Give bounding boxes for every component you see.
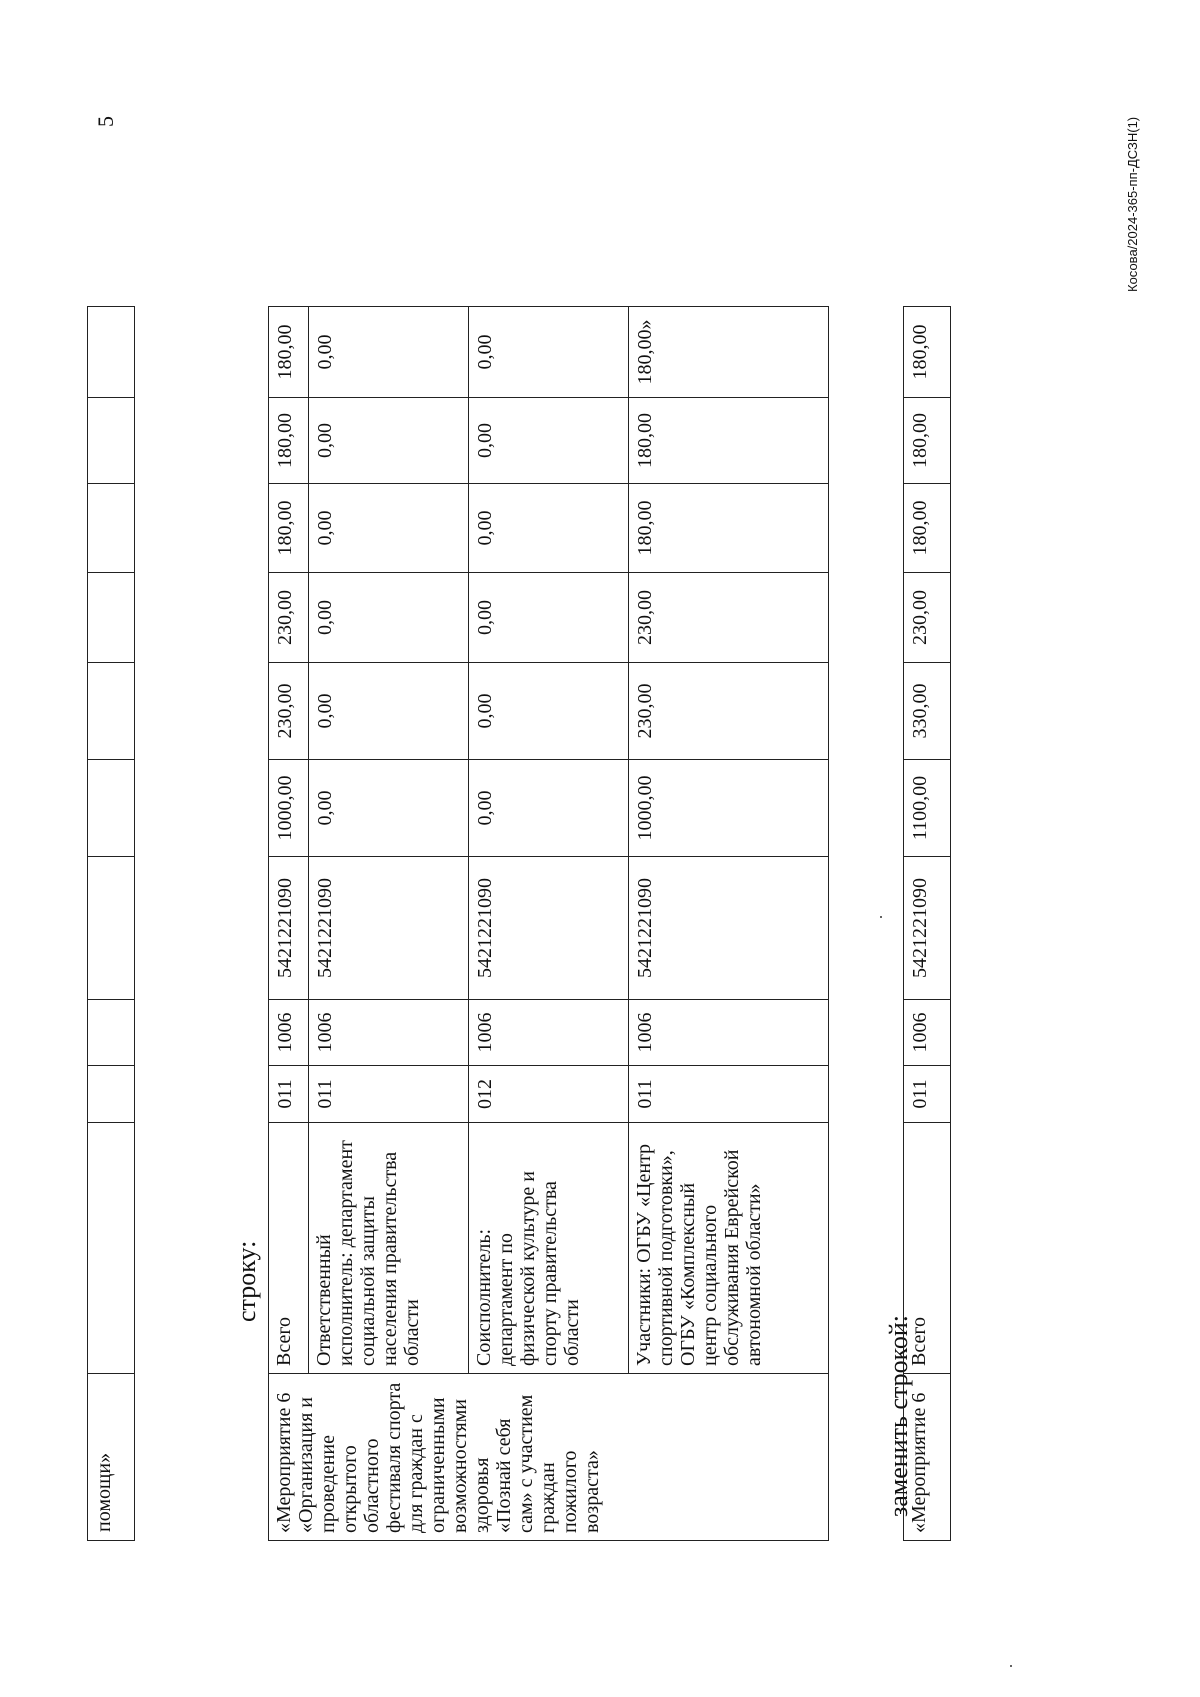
caption-replace-row: строку:	[232, 1240, 261, 1322]
table-cell	[88, 398, 135, 484]
table-cell: 1006	[469, 1000, 629, 1066]
table-row	[88, 290, 135, 1541]
document-code: Косова/2024-365-пп-ДСЗН(1)	[1125, 116, 1140, 292]
table-cell: 1000,00	[269, 760, 309, 857]
row-label: Ответственный исполнитель: департамент социальной защиты населения правительства области	[309, 1123, 469, 1374]
event-name-cell: «Мероприятие 6	[904, 1374, 951, 1541]
table-cell	[88, 307, 135, 398]
table-cell: 1100,00	[904, 760, 951, 857]
scan-speck	[1010, 1665, 1012, 1667]
table-cell: 011	[309, 1066, 469, 1123]
table-cell: 180,00	[904, 484, 951, 573]
event-6-table-old	[268, 306, 829, 1541]
table-cell: 0,00	[469, 760, 629, 857]
table-cell	[88, 1066, 135, 1123]
table-cell: 0,00	[469, 307, 629, 398]
table-row	[269, 307, 309, 1541]
event-name-cell: «Мероприятие 6 «Организация и проведение открытого областного фестиваля спорта для граждан с ограниченными возможностями здоровья «Познай себя сам» с участием граждан пожилого возраста»	[269, 1374, 829, 1541]
table-cell: 230,00	[904, 573, 951, 663]
table-cell: 230,00	[629, 573, 829, 663]
table-cell: 0,00	[309, 307, 469, 398]
table-cell: 011	[904, 1066, 951, 1123]
table-cell: 0,00	[469, 573, 629, 663]
table-cell: 0,00	[469, 663, 629, 760]
table-row	[469, 307, 629, 1541]
table-cell: 180,00	[269, 307, 309, 398]
table-row	[904, 307, 951, 1541]
table-cell: 5421221090	[469, 857, 629, 1000]
table-cell: 0,00	[309, 573, 469, 663]
row-label: Всего	[269, 1123, 309, 1374]
table-cell: 0,00	[309, 760, 469, 857]
page-number: 5	[93, 116, 118, 127]
table-cell: 180,00	[269, 484, 309, 573]
table-cell: 1006	[269, 1000, 309, 1066]
table-cell: 230,00	[269, 663, 309, 760]
table-cell	[88, 290, 135, 307]
table-cell	[88, 760, 135, 857]
table-cell: 0,00	[309, 484, 469, 573]
table-cell: 1006	[629, 1000, 829, 1066]
row-label: Соисполнитель: департамент по физической культуре и спорту правительства области	[469, 1123, 629, 1374]
table-row	[309, 307, 469, 1541]
table-cell	[88, 857, 135, 1000]
table-cell: 1006	[309, 1000, 469, 1066]
table-row	[629, 307, 829, 1541]
table-cell: 180,00	[629, 398, 829, 484]
event-6-table-new	[903, 306, 951, 1541]
table-cell: 5421221090	[629, 857, 829, 1000]
table-cell: 0,00	[309, 663, 469, 760]
table-cell: 1000,00	[629, 760, 829, 857]
table-cell: 180,00	[904, 307, 951, 398]
table-cell: 180,00»	[629, 307, 829, 398]
table-cell: 5421221090	[269, 857, 309, 1000]
table-cell: 0,00	[469, 484, 629, 573]
caption-replace-with: заменить строкой:	[884, 1314, 913, 1517]
table-cell: 012	[469, 1066, 629, 1123]
table-cell: 180,00	[904, 398, 951, 484]
table-cell: 0,00	[309, 398, 469, 484]
table-cell	[88, 1123, 135, 1374]
table-cell: 330,00	[904, 663, 951, 760]
table-cell: 230,00	[269, 573, 309, 663]
table-cell: 5421221090	[904, 857, 951, 1000]
table-cell: 180,00	[629, 484, 829, 573]
table-cell	[88, 1000, 135, 1066]
previous-row-table	[87, 290, 135, 1541]
table-cell	[88, 484, 135, 573]
row-label: Участники: ОГБУ «Центр спортивной подготовки», ОГБУ «Комплексный центр социального обслуживания Еврейской автономной области»	[629, 1123, 829, 1374]
table-cell: помощи»	[88, 1374, 135, 1541]
table-cell	[88, 573, 135, 663]
table-cell: 011	[629, 1066, 829, 1123]
table-cell: 011	[269, 1066, 309, 1123]
row-label: Всего	[904, 1123, 951, 1374]
table-cell: 180,00	[269, 398, 309, 484]
table-cell: 5421221090	[309, 857, 469, 1000]
table-cell: 1006	[904, 1000, 951, 1066]
table-cell	[88, 663, 135, 760]
table-cell: 230,00	[629, 663, 829, 760]
scan-speck	[880, 916, 882, 918]
table-cell: 0,00	[469, 398, 629, 484]
